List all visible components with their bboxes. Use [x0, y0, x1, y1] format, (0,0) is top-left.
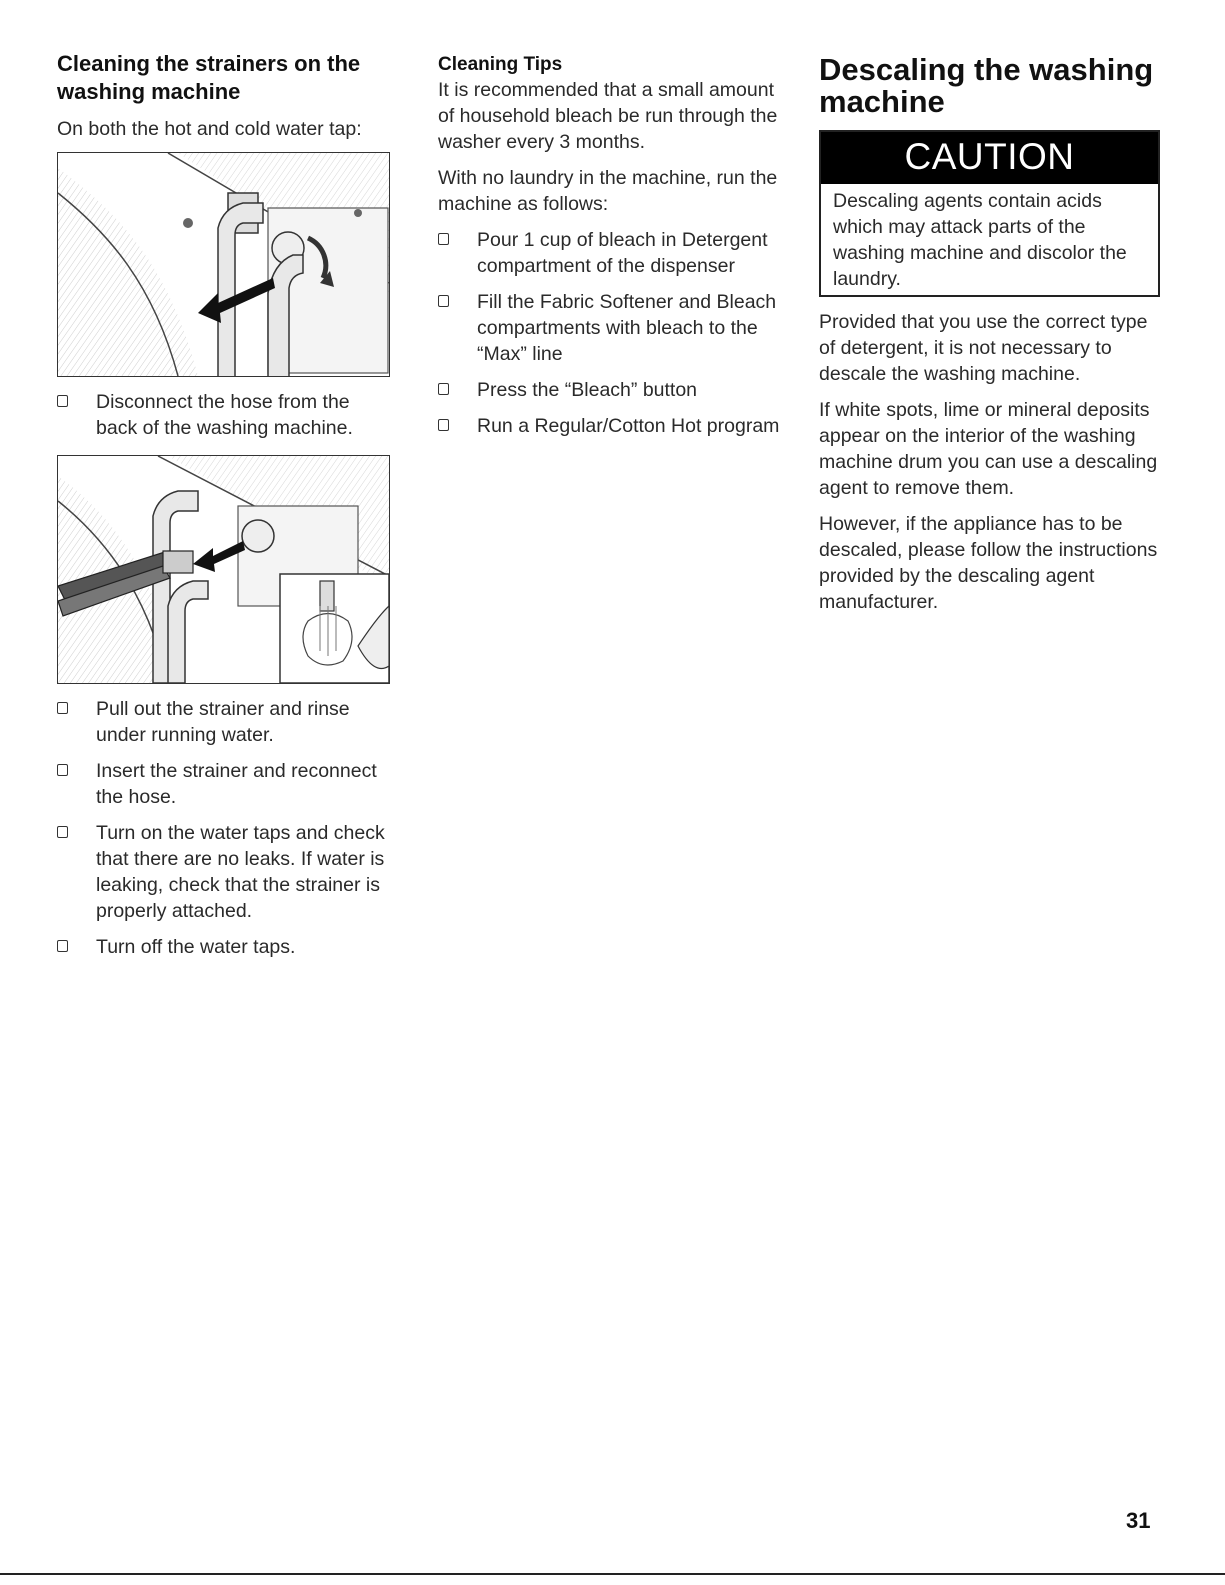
descaling-paragraph: Provided that you use the correct type of detergent, it is not necessary to descale the washing machine. [819, 311, 1148, 385]
checkbox-bullet-icon [438, 383, 449, 395]
checkbox-bullet-icon [57, 395, 68, 407]
checkbox-bullet-icon [438, 419, 449, 431]
strainers-steps-b [57, 696, 392, 960]
checkbox-bullet-icon [57, 826, 68, 838]
descaling-paragraph: However, if the appliance has to be descaled, please follow the instructions provided by the descaling agent manufacturer. [819, 513, 1158, 613]
list-item [57, 820, 392, 924]
checkbox-bullet-icon [438, 233, 449, 245]
step-text: Press the “Bleach” button [477, 379, 698, 401]
cleaning-tips-heading: Cleaning Tips [438, 54, 563, 75]
pull-strainer-illustration [57, 455, 390, 684]
list-item [57, 758, 392, 810]
list-item [438, 227, 783, 279]
step-text: Pour 1 cup of bleach in Detergent compartment of the dispenser [477, 229, 768, 277]
descaling-paragraph: If white spots, lime or mineral deposits appear on the interior of the washing machine drum you can use a descaling agent to remove them. [819, 399, 1158, 499]
step-text: Turn off the water taps. [96, 936, 296, 958]
list-item [57, 934, 392, 960]
strainers-steps-a [57, 389, 392, 441]
checkbox-bullet-icon [438, 295, 449, 307]
strainers-heading: Cleaning the strainers on the washing machine [57, 51, 361, 104]
strainers-section [57, 50, 392, 970]
descaling-heading: Descaling the washing machine [819, 52, 1154, 119]
checkbox-bullet-icon [57, 702, 68, 714]
checkbox-bullet-icon [57, 764, 68, 776]
list-item [57, 389, 392, 441]
disconnect-hose-illustration [57, 152, 390, 377]
list-item [438, 289, 783, 367]
cleaning-tips-para2: With no laundry in the machine, run the machine as follows: [438, 167, 778, 215]
list-item [438, 377, 783, 403]
step-text: Insert the strainer and reconnect the hose. [96, 760, 377, 808]
descaling-section [819, 54, 1164, 625]
step-text: Pull out the strainer and rinse under running water. [96, 698, 350, 746]
step-text: Run a Regular/Cotton Hot program [477, 415, 780, 437]
step-text: Fill the Fabric Softener and Bleach compartments with bleach to the “Max” line [477, 291, 777, 365]
caution-label: CAUTION [821, 132, 1158, 184]
page-number: 31 [1126, 1508, 1151, 1533]
step-text: Disconnect the hose from the back of the washing machine. [96, 391, 353, 439]
caution-text: Descaling agents contain acids which may attack parts of the washing machine and discolor the laundry. [833, 190, 1127, 290]
bottom-rule [0, 1573, 1225, 1575]
cleaning-tips-steps [438, 227, 783, 439]
list-item [438, 413, 783, 439]
checkbox-bullet-icon [57, 940, 68, 952]
step-text: Turn on the water taps and check that there are no leaks. If water is leaking, check that the strainer is properly attached. [96, 822, 385, 922]
caution-box [819, 130, 1160, 297]
cleaning-tips-section [438, 53, 783, 449]
cleaning-tips-para1: It is recommended that a small amount of household bleach be run through the washer every 3 months. [438, 79, 778, 153]
strainers-intro: On both the hot and cold water tap: [57, 118, 362, 140]
list-item [57, 696, 392, 748]
